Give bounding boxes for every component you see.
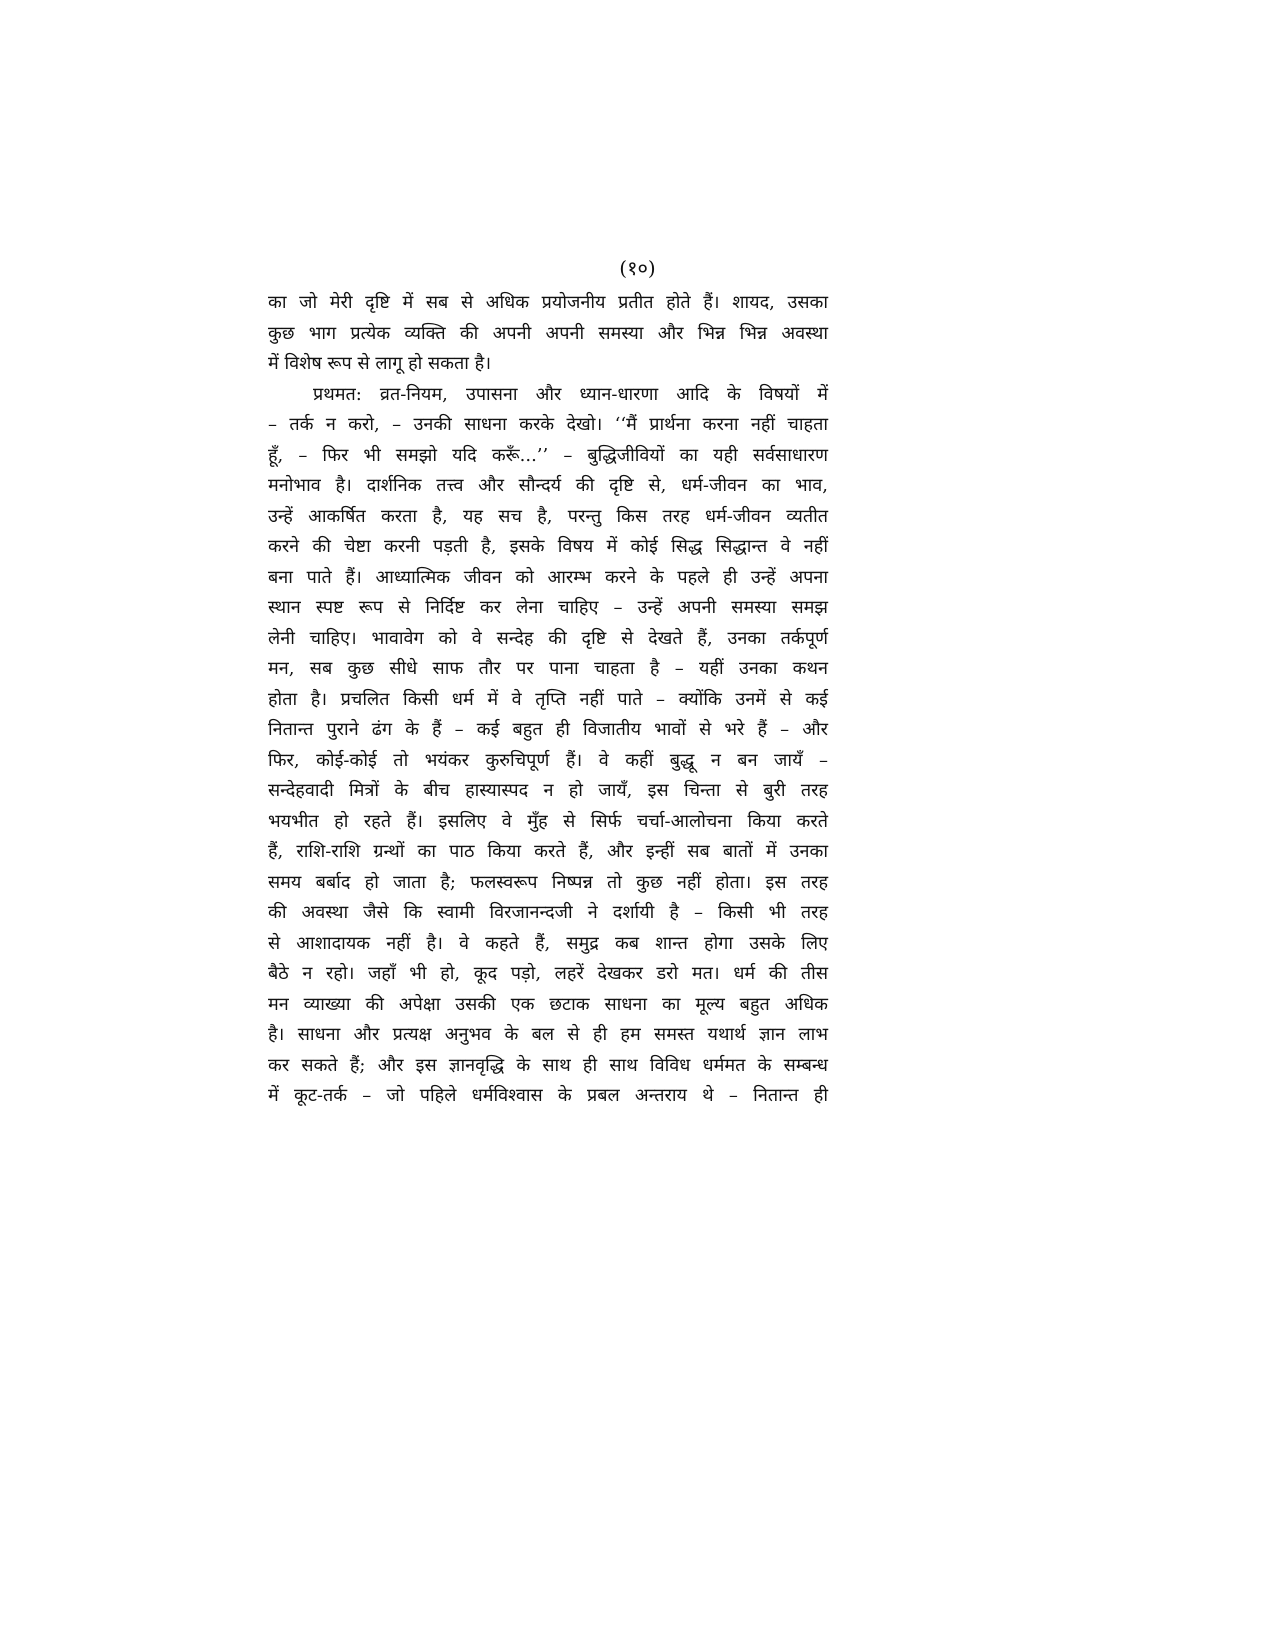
text-line: में विशेष रूप से लागू हो सकता है।	[268, 353, 492, 374]
text-line: कर सकते हैं; और इस ज्ञानवृद्धि के साथ ही साथ विविध धर्ममत के सम्बन्ध	[268, 1054, 828, 1076]
text-line: से आशादायक नहीं है। वे कहते हैं, समुद्र कब शान्त होगा उसके लिए	[268, 932, 828, 954]
text-line: बना पाते हैं। आध्यात्मिक जीवन को आरम्भ करने के पहले ही उन्हें अपना	[268, 566, 828, 588]
text-line: समय बर्बाद हो जाता है; फलस्वरूप निष्पन्न तो कुछ नहीं होता। इस तरह	[268, 871, 828, 893]
text-line: फिर, कोई-कोई तो भयंकर कुरुचिपूर्ण हैं। वे कहीं बुद्धू न बन जायँ –	[268, 749, 828, 771]
text-line: उन्हें आकर्षित करता है, यह सच है, परन्तु किस तरह धर्म-जीवन व्यतीत	[268, 505, 828, 527]
text-line: होता है। प्रचलित किसी धर्म में वे तृप्ति नहीं पाते – क्योंकि उनमें से कई	[268, 688, 828, 710]
text-line: कुछ भाग प्रत्येक व्यक्ति की अपनी अपनी समस्या और भिन्न भिन्न अवस्था	[268, 322, 828, 344]
text-line: की अवस्था जैसे कि स्वामी विरजानन्दजी ने दर्शायी है – किसी भी तरह	[268, 902, 828, 923]
text-line: का जो मेरी दृष्टि में सब से अधिक प्रयोजनीय प्रतीत होते हैं। शायद, उसका	[268, 292, 828, 313]
text-line: सन्देहवादी मित्रों के बीच हास्यास्पद न हो जायँ, इस चिन्ता से बुरी तरह	[268, 780, 828, 801]
text-line: लेनी चाहिए। भावावेग को वे सन्देह की दृष्टि से देखते हैं, उनका तर्कपूर्ण	[268, 627, 828, 649]
page-number: (१०)	[619, 256, 656, 280]
body-text	[268, 288, 828, 1112]
text-line: मनोभाव है। दार्शनिक तत्त्व और सौन्दर्य की दृष्टि से, धर्म-जीवन का भाव,	[268, 475, 828, 496]
text-line: नितान्त पुराने ढंग के हैं – कई बहुत ही विजातीय भावों से भरे हैं – और	[268, 719, 828, 740]
text-line: मन, सब कुछ सीधे साफ तौर पर पाना चाहता है – यहीं उनका कथन	[268, 658, 828, 679]
text-line: स्थान स्पष्ट रूप से निर्दिष्ट कर लेना चाहिए – उन्हें अपनी समस्या समझ	[268, 597, 828, 618]
text-line: में कूट-तर्क – जो पहिले धर्मविश्वास के प्रबल अन्तराय थे – नितान्त ही	[268, 1085, 828, 1106]
text-line: भयभीत हो रहते हैं। इसलिए वे मुँह से सिर्फ चर्चा-आलोचना किया करते	[268, 810, 828, 832]
text-line: – तर्क न करो, – उनकी साधना करके देखो। ‘‘मैं प्रार्थना करना नहीं चाहता	[268, 414, 828, 435]
paragraph-1	[268, 288, 828, 380]
text-line: बैठे न रहो। जहाँ भी हो, कूद पड़ो, लहरें देखकर डरो मत। धर्म की तीस	[268, 963, 828, 984]
text-line: हैं, राशि-राशि ग्रन्थों का पाठ किया करते हैं, और इन्हीं सब बातों में उनका	[268, 841, 828, 862]
text-line: मन व्याख्या की अपेक्षा उसकी एक छटाक साधना का मूल्य बहुत अधिक	[268, 993, 828, 1015]
text-line: हूँ, – फिर भी समझो यदि करूँ...’’ – बुद्धिजीवियों का यही सर्वसाधारण	[268, 444, 828, 466]
text-line: करने की चेष्टा करनी पड़ती है, इसके विषय में कोई सिद्ध सिद्धान्त वे नहीं	[268, 536, 828, 557]
text-line: है। साधना और प्रत्यक्ष अनुभव के बल से ही हम समस्त यथार्थ ज्ञान लाभ	[268, 1024, 828, 1045]
text-line: प्रथमत: व्रत-नियम, उपासना और ध्यान-धारणा आदि के विषयों में	[313, 383, 828, 405]
paragraph-2	[268, 380, 828, 1112]
